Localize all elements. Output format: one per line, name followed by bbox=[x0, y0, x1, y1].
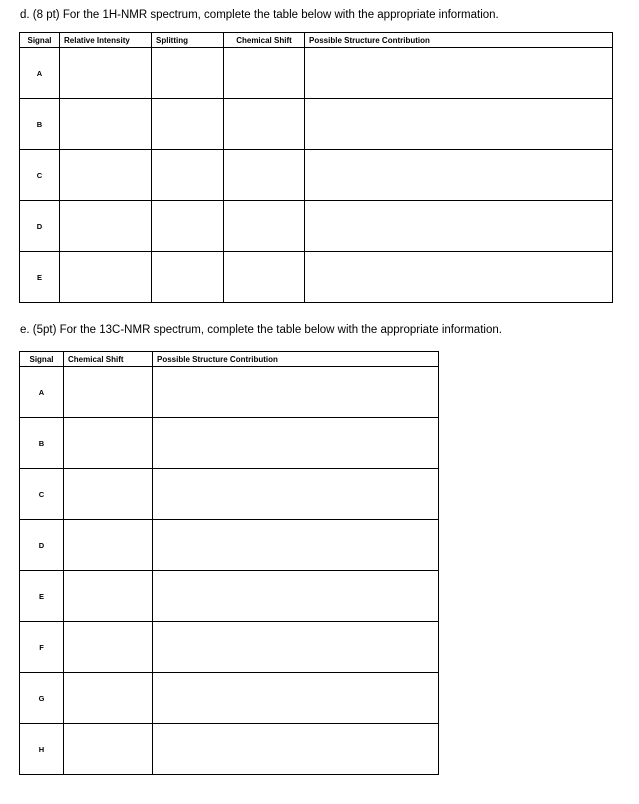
chemical-shift-cell[interactable] bbox=[64, 469, 153, 520]
c13-signal-label: H bbox=[20, 724, 64, 775]
chemical-shift-cell[interactable] bbox=[224, 99, 305, 150]
structure-cell[interactable] bbox=[305, 201, 613, 252]
h1-header-row bbox=[20, 33, 613, 48]
h1-signal-label: C bbox=[20, 150, 60, 201]
h1-header-chemical-shift: Chemical Shift bbox=[224, 33, 305, 48]
h1-header-splitting: Splitting bbox=[152, 33, 224, 48]
chemical-shift-cell[interactable] bbox=[64, 622, 153, 673]
chemical-shift-cell[interactable] bbox=[224, 150, 305, 201]
splitting-cell[interactable] bbox=[152, 48, 224, 99]
chemical-shift-cell[interactable] bbox=[64, 571, 153, 622]
h1-header-signal: Signal bbox=[20, 33, 60, 48]
h1-signal-label: B bbox=[20, 99, 60, 150]
splitting-cell[interactable] bbox=[152, 201, 224, 252]
h1-nmr-table bbox=[19, 32, 613, 303]
c13-signal-label: D bbox=[20, 520, 64, 571]
structure-cell[interactable] bbox=[153, 367, 439, 418]
structure-cell[interactable] bbox=[153, 571, 439, 622]
table-row bbox=[20, 724, 439, 775]
structure-cell[interactable] bbox=[153, 469, 439, 520]
table-row bbox=[20, 520, 439, 571]
h1-signal-label: D bbox=[20, 201, 60, 252]
question-e-prompt: e. (5pt) For the 13C-NMR spectrum, complete the table below with the appropriate information. bbox=[20, 324, 502, 336]
chemical-shift-cell[interactable] bbox=[224, 201, 305, 252]
h1-header-relative-intensity: Relative Intensity bbox=[60, 33, 152, 48]
chemical-shift-cell[interactable] bbox=[64, 367, 153, 418]
structure-cell[interactable] bbox=[153, 673, 439, 724]
structure-cell[interactable] bbox=[153, 520, 439, 571]
chemical-shift-cell[interactable] bbox=[64, 520, 153, 571]
c13-signal-label: E bbox=[20, 571, 64, 622]
structure-cell[interactable] bbox=[305, 48, 613, 99]
h1-signal-label: A bbox=[20, 48, 60, 99]
structure-cell[interactable] bbox=[305, 150, 613, 201]
structure-cell[interactable] bbox=[305, 99, 613, 150]
table-row bbox=[20, 150, 613, 201]
table-row bbox=[20, 99, 613, 150]
relative-intensity-cell[interactable] bbox=[60, 201, 152, 252]
table-row bbox=[20, 571, 439, 622]
chemical-shift-cell[interactable] bbox=[224, 48, 305, 99]
c13-signal-label: B bbox=[20, 418, 64, 469]
question-d-prompt: d. (8 pt) For the 1H-NMR spectrum, complete the table below with the appropriate information. bbox=[20, 9, 499, 21]
structure-cell[interactable] bbox=[305, 252, 613, 303]
c13-header-signal: Signal bbox=[20, 352, 64, 367]
relative-intensity-cell[interactable] bbox=[60, 48, 152, 99]
structure-cell[interactable] bbox=[153, 622, 439, 673]
c13-header-row bbox=[20, 352, 439, 367]
chemical-shift-cell[interactable] bbox=[64, 418, 153, 469]
table-row bbox=[20, 418, 439, 469]
splitting-cell[interactable] bbox=[152, 99, 224, 150]
chemical-shift-cell[interactable] bbox=[64, 673, 153, 724]
table-row bbox=[20, 367, 439, 418]
relative-intensity-cell[interactable] bbox=[60, 150, 152, 201]
splitting-cell[interactable] bbox=[152, 150, 224, 201]
table-row bbox=[20, 673, 439, 724]
c13-header-chemical-shift: Chemical Shift bbox=[64, 352, 153, 367]
table-row bbox=[20, 201, 613, 252]
relative-intensity-cell[interactable] bbox=[60, 99, 152, 150]
c13-signal-label: C bbox=[20, 469, 64, 520]
c13-header-structure: Possible Structure Contribution bbox=[153, 352, 439, 367]
c13-signal-label: A bbox=[20, 367, 64, 418]
chemical-shift-cell[interactable] bbox=[224, 252, 305, 303]
c13-nmr-table bbox=[19, 351, 439, 775]
relative-intensity-cell[interactable] bbox=[60, 252, 152, 303]
splitting-cell[interactable] bbox=[152, 252, 224, 303]
h1-signal-label: E bbox=[20, 252, 60, 303]
structure-cell[interactable] bbox=[153, 418, 439, 469]
c13-signal-label: F bbox=[20, 622, 64, 673]
chemical-shift-cell[interactable] bbox=[64, 724, 153, 775]
structure-cell[interactable] bbox=[153, 724, 439, 775]
c13-signal-label: G bbox=[20, 673, 64, 724]
table-row bbox=[20, 252, 613, 303]
h1-header-structure: Possible Structure Contribution bbox=[305, 33, 613, 48]
table-row bbox=[20, 469, 439, 520]
table-row bbox=[20, 48, 613, 99]
table-row bbox=[20, 622, 439, 673]
